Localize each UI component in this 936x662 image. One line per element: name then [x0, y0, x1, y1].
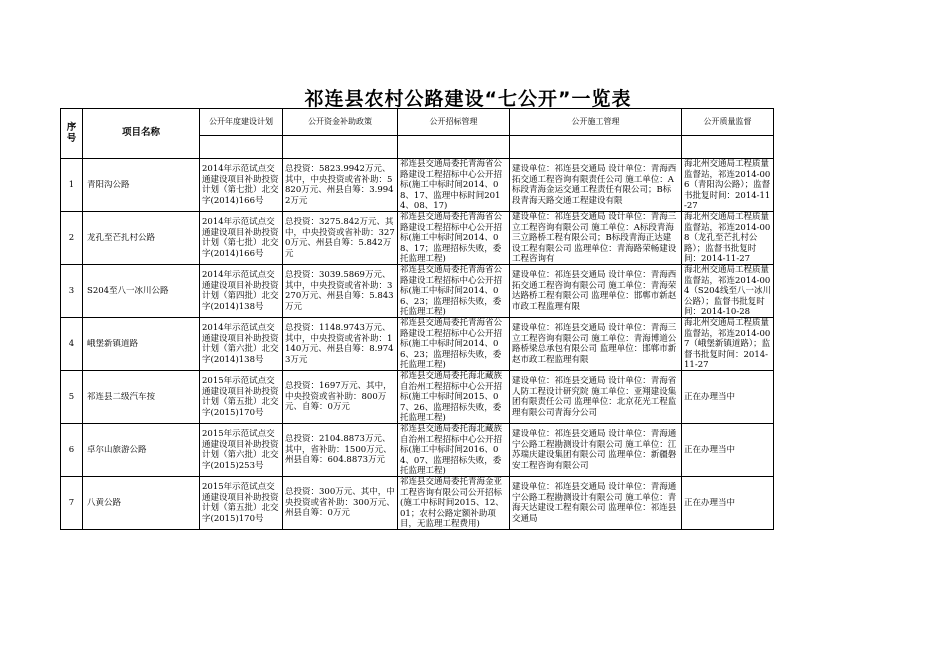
cell-no-text: 6: [68, 444, 75, 455]
cell-bid-text: 祁连县交通局委托海北藏族自治州工程招标中心公开招标(施工中标时间2015、07、26、监理招标失败，委托监理工程): [400, 371, 503, 423]
cell-name: [83, 159, 200, 212]
header-quality: 公开质量监督: [682, 109, 774, 136]
header-blank: [682, 136, 774, 159]
cell-construct-text: 建设单位：祁连县交通局 设计单位：青海通宁公路工程勘测设计有限公司 施工单位：江苏瑞庆建设集团有限公司 监理单位：新疆磐安工程咨询有限公司: [512, 429, 677, 471]
page-title: 祁连县农村公路建设“七公开”一览表: [304, 88, 632, 110]
header-construct: 公开施工管理: [510, 109, 682, 136]
cell-name: [83, 212, 200, 265]
cell-plan: [200, 371, 283, 424]
table-row: [61, 159, 774, 212]
cell-name-text: 祁连县二级汽车按: [87, 391, 156, 402]
cell-name: [83, 371, 200, 424]
cell-fund-text: 总投资：5823.9942万元、其中，中央投资或省补助：5820万元、州县自筹：3.9942万元: [285, 164, 394, 206]
cell-plan-text: 2014年示范试点交通建设项目补助投资计划（第七批）北交字(2014)166号: [202, 217, 279, 259]
cell-fund: [283, 371, 398, 424]
cell-name: [83, 424, 200, 477]
cell-no: [61, 477, 83, 530]
cell-bid-text: 祁连县交通局委托青海省公路建设工程招标中心公开招标(施工中标时间2014、08、17、监理中标时间2014、08、17): [400, 159, 503, 211]
cell-plan: [200, 318, 283, 371]
cell-plan: [200, 265, 283, 318]
cell-construct: [510, 265, 682, 318]
cell-construct-text: 建设单位：祁连县交通局 设计单位：青海三立工程咨询有限公司 施工单位：A标段青海三立路桥工程有限公司；B标段青海正达建设工程有限公司 监理单位：青海路荣畅建设工程咨询有: [512, 212, 677, 264]
header-no: 序号: [61, 109, 83, 159]
cell-quality: [682, 212, 774, 265]
header-blank: [200, 136, 283, 159]
cell-plan-text: 2014年示范试点交通建设项目补助投资计划（第七批）北交字(2014)166号: [202, 164, 279, 206]
header-fund: 公开资金补助政策: [283, 109, 398, 136]
header-bid: 公开招标管理: [398, 109, 510, 136]
cell-bid-text: 祁连县交通局委托青海金亚工程咨询有限公司公开招标(施工中标时间2015、12、01；农村公路定额补助项目，无监理工程费用): [400, 477, 504, 529]
table-row: [61, 212, 774, 265]
cell-construct-text: 建设单位：祁连县交通局 设计单位：青海西拓交通工程咨询有限公司 施工单位：青海荣达路桥工程有限公司 监理单位：邯郸市新赵市政工程监理有限: [512, 270, 677, 312]
cell-bid-text: 祁连县交通局委托青海省公路建设工程招标中心公开招标(施工中标时间2014、06、23；监理招标失败，委托监理工程): [400, 318, 503, 370]
cell-fund-text: 总投资：2104.8873万元、其中，省补助：1500万元、州县自筹：604.8873万元: [285, 434, 392, 466]
cell-construct: [510, 371, 682, 424]
cell-construct: [510, 424, 682, 477]
cell-plan-text: 2015年示范试点交通建设项目补助投资计划（第六批）北交字(2015)253号: [202, 429, 279, 471]
cell-no-text: 2: [68, 232, 75, 243]
cell-plan: [200, 477, 283, 530]
cell-plan-text: 2015年示范试点交通建设项目补助投资计划（第五批）北交字(2015)170号: [202, 376, 279, 418]
cell-name: [83, 318, 200, 371]
cell-quality-text: 海北州交通局工程质量监督站，祁连2014-008（龙孔至芒扎村公路）；监督书批复时间：2014-11-27: [684, 212, 771, 264]
header-blank: [510, 136, 682, 159]
cell-no: [61, 424, 83, 477]
cell-name-text: 卓尔山旅游公路: [87, 444, 147, 455]
cell-plan-text: 2015年示范试点交通建设项目补助投资计划（第五批）北交字(2015)170号: [202, 482, 279, 524]
cell-construct-text: 建设单位：祁连县交通局 设计单位：青海西拓交通工程咨询有限责任公司 施工单位：A标段青海金运交通工程责任有限公司；B标段青海天路交通工程建设有限: [512, 164, 677, 206]
table-row: [61, 265, 774, 318]
cell-bid: [398, 265, 510, 318]
cell-no: [61, 159, 83, 212]
cell-construct: [510, 477, 682, 530]
cell-no: [61, 371, 83, 424]
cell-fund-text: 总投资：1148.9743万元、其中，中央投资或省补助：1140万元、州县自筹：8.9743万元: [285, 323, 394, 365]
cell-quality: [682, 477, 774, 530]
cell-bid: [398, 424, 510, 477]
cell-bid: [398, 318, 510, 371]
cell-quality: [682, 371, 774, 424]
cell-plan: [200, 159, 283, 212]
cell-fund-text: 总投资：1697万元、其中，中央投资或省补助：800万元、自筹：0万元: [285, 381, 392, 413]
header-blank: [398, 136, 510, 159]
cell-plan-text: 2014年示范试点交通建设项目补助投资计划（第四批）北交字(2014)138号: [202, 270, 279, 312]
cell-name-text: S204至八一冰川公路: [87, 285, 169, 296]
cell-quality: [682, 265, 774, 318]
cell-fund: [283, 159, 398, 212]
cell-plan: [200, 424, 283, 477]
cell-bid: [398, 371, 510, 424]
cell-no-text: 1: [68, 179, 75, 190]
cell-quality: [682, 318, 774, 371]
cell-fund: [283, 265, 398, 318]
cell-fund-text: 总投资：300万元、其中，中央投资或省补助：300万元、州县自筹：0万元: [285, 487, 395, 519]
cell-name-text: 青阳沟公路: [87, 179, 130, 190]
cell-construct-text: 建设单位：祁连县交通局 设计单位：青海省人防工程设计研究院 施工单位：亚翔建设集团有限责任公司 监理单位：北京花光工程监理有限公司青海分公司: [512, 376, 677, 418]
cell-name: [83, 477, 200, 530]
cell-quality-text: 正在办理当中: [684, 391, 736, 402]
cell-quality-text: 正在办理当中: [684, 497, 736, 508]
cell-construct-text: 建设单位：祁连县交通局 设计单位：青海通宁公路工程勘测设计有限公司 施工单位：青海天达建设工程有限公司 监理单位：祁连县交通局: [512, 482, 677, 524]
table-row: [61, 371, 774, 424]
cell-quality-text: 海北州交通局工程质量监督站，祁连2014-006（青阳沟公路）；监督书批复时间：2014-11-27: [684, 159, 771, 211]
cell-no-text: 3: [68, 285, 75, 296]
cell-quality-text: 海北州交通局工程质量监督站，祁连2014-004（S204线至八一冰川公路）；监督书批复时间：2014-10-28: [684, 265, 771, 317]
cell-construct: [510, 159, 682, 212]
cell-no: [61, 318, 83, 371]
cell-no: [61, 265, 83, 318]
header-blank: [283, 136, 398, 159]
cell-bid-text: 祁连县交通局委托青海省公路建设工程招标中心公开招标(施工中标时间2014、08、17；监理招标失败，委托监理工程): [400, 212, 503, 264]
cell-plan: [200, 212, 283, 265]
cell-no-text: 5: [68, 391, 75, 402]
cell-name-text: 龙孔至芒扎村公路: [87, 232, 156, 243]
cell-fund: [283, 318, 398, 371]
cell-bid: [398, 159, 510, 212]
cell-name: [83, 265, 200, 318]
cell-bid-text: 祁连县交通局委托青海省公路建设工程招标中心公开招标(施工中标时间2014、06、23；监理招标失败，委托监理工程): [400, 265, 503, 317]
cell-fund: [283, 477, 398, 530]
cell-bid-text: 祁连县交通局委托海北藏族自治州工程招标中心公开招标(施工中标时间2016、04、07、监理招标失败，委托监理工程): [400, 424, 503, 476]
header-name: 项目名称: [83, 109, 200, 159]
cell-construct: [510, 318, 682, 371]
header-plan: 公开年度建设计划: [200, 109, 283, 136]
cell-bid: [398, 477, 510, 530]
cell-bid: [398, 212, 510, 265]
cell-construct-text: 建设单位：祁连县交通局 设计单位：青海三立工程咨询有限公司 施工单位：青海博道公路桥梁总承包有限公司 监理单位：邯郸市新赵市政工程监理有限: [512, 323, 677, 365]
cell-construct: [510, 212, 682, 265]
cell-quality: [682, 159, 774, 212]
cell-quality-text: 海北州交通局工程质量监督站，祁连2014-007（峨堡新镇道路）；监督书批复时间：2014-11-27: [684, 318, 771, 370]
cell-no-text: 4: [68, 338, 75, 349]
cell-name-text: 峨堡新镇道路: [87, 338, 139, 349]
cell-no: [61, 212, 83, 265]
cell-quality-text: 正在办理当中: [684, 444, 736, 455]
cell-fund: [283, 212, 398, 265]
info-table: [60, 108, 774, 530]
table-row: [61, 477, 774, 530]
cell-plan-text: 2014年示范试点交通建设项目补助投资计划（第六批）北交字(2014)138号: [202, 323, 279, 365]
cell-name-text: 八黄公路: [87, 497, 122, 508]
table-row: [61, 424, 774, 477]
cell-no-text: 7: [68, 497, 75, 508]
table-row: [61, 318, 774, 371]
cell-quality: [682, 424, 774, 477]
cell-fund-text: 总投资：3275.842万元、其中，中央投资或省补助：3270万元、州县自筹：5.842万元: [285, 217, 395, 259]
cell-fund-text: 总投资：3039.5869万元、其中，中央投资或省补助：3270万元、州县自筹：5.843万元: [285, 270, 394, 312]
cell-fund: [283, 424, 398, 477]
